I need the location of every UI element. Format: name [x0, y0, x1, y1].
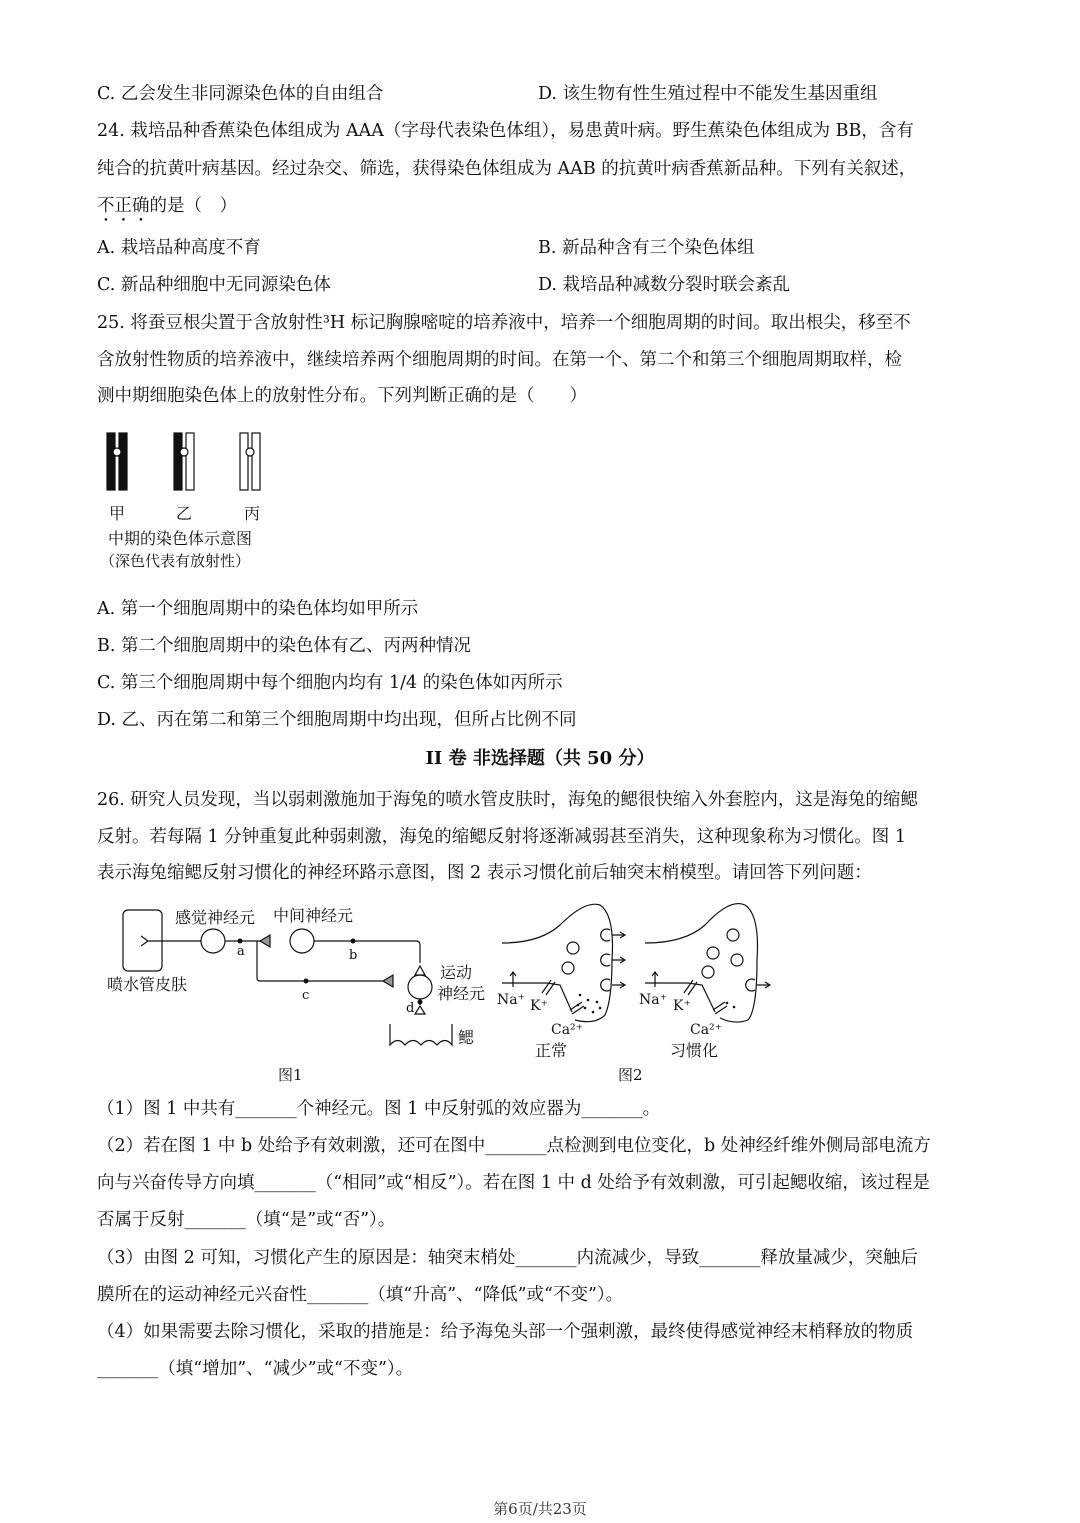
q26-sub: 向与兴奋传导方向填_______（“相同”或“相反”）。若在图 1 中 d 处给予有效刺激，可引起鳃收缩，该过程是: [97, 1173, 930, 1193]
q26-sub: （2）若在图 1 中 b 处给予有效刺激，还可在图中_______点检测到电位变化，b 处神经纤维外侧局部电流方: [97, 1136, 931, 1156]
q26-sub: （1）图 1 中共有_______个神经元。图 1 中反射弧的效应器为_______。: [97, 1099, 661, 1119]
q25-text: 测中期细胞染色体上的放射性分布。下列判断正确的是（ ）: [97, 386, 587, 406]
label-gill: 鳃: [458, 1028, 475, 1047]
label-skin: 喷水管皮肤: [107, 975, 188, 994]
q26-sub: _______（填“增加”、“减少”或“不变”）。: [97, 1359, 414, 1379]
q24-text: 24. 栽培品种香蕉染色体组成为 AAA（字母代表染色体组），易患黄叶病。野生蕉染色体组成为 BB，含有: [97, 121, 914, 141]
label-bing: 丙: [243, 504, 261, 523]
label-k: K⁺: [673, 998, 691, 1014]
figure-caption: 中期的染色体示意图: [108, 529, 253, 548]
gill-icon: [390, 1024, 452, 1045]
q26-sub: 膜所在的运动神经元兴奋性_______（填“升高”、“降低”或“不变”）。: [97, 1285, 624, 1305]
motor-neuron: [408, 975, 432, 999]
figure-2-caption: 图2: [618, 1066, 643, 1084]
q24-option-a: A. 栽培品种高度不育: [97, 238, 261, 258]
q25-option-c: C. 第三个细胞周期中每个细胞内均有 1/4 的染色体如丙所示: [97, 673, 563, 693]
q25-option-d: D. 乙、丙在第二和第三个细胞周期中均出现，但所占比例不同: [97, 710, 577, 730]
label-ca: Ca²⁺: [690, 1022, 723, 1038]
label-normal: 正常: [535, 1041, 568, 1060]
label-ca: Ca²⁺: [551, 1022, 584, 1038]
label-sensory: 感觉神经元: [175, 908, 256, 927]
figure-note: （深色代表有放射性）: [100, 552, 251, 570]
label-inter: 中间神经元: [273, 906, 354, 925]
chromosome-yi: [174, 433, 194, 490]
q26-text: 反射。若每隔 1 分钟重复此种弱刺激，海兔的缩鳃反射将逐渐减弱甚至消失，这种现象称为习惯化。图 1: [97, 827, 906, 847]
label-motor: 神经元: [437, 984, 486, 1003]
q25-text: 含放射性物质的培养液中，继续培养两个细胞周期的时间。在第一个、第二个和第三个细胞周期取样，检: [97, 350, 902, 370]
label-motor: 运动: [440, 963, 473, 982]
label-b: b: [349, 948, 358, 963]
label-jia: 甲: [108, 504, 126, 523]
figure-1-caption: 图1: [278, 1066, 303, 1084]
label-d: d: [406, 1001, 415, 1016]
label-na: Na⁺: [639, 992, 667, 1008]
q26-sub: （4）如果需要去除习惯化，采取的措施是：给予海兔头部一个强刺激，最终使得感觉神经末梢释放的物质: [97, 1322, 914, 1342]
q26-text: 表示海兔缩鳃反射习惯化的神经环路示意图，图 2 表示习惯化前后轴突末梢模型。请回答下列问题：: [97, 863, 872, 883]
label-na: Na⁺: [497, 992, 525, 1008]
label-c: c: [302, 988, 310, 1003]
q24-option-c: C. 新品种细胞中无同源染色体: [97, 275, 331, 295]
label-a: a: [237, 944, 245, 959]
q25-option-b: B. 第二个细胞周期中的染色体有乙、丙两种情况: [97, 636, 471, 656]
label-yi: 乙: [175, 504, 193, 523]
q26-sub: 否属于反射_______（填“是”或“否”）。: [97, 1210, 396, 1230]
label-habituated: 习惯化: [670, 1041, 719, 1060]
chromosome-jia: [107, 433, 127, 490]
q24-tail: 的是（ ）: [149, 196, 237, 216]
q26-text: 26. 研究人员发现，当以弱刺激施加于海兔的喷水管皮肤时，海兔的鳃很快缩入外套腔内，这是海兔的缩鳃: [97, 790, 918, 810]
emphasis-text: 不正确: [97, 196, 150, 216]
q23-option-c: C. 乙会发生非同源染色体的自由组合: [97, 84, 384, 104]
section-heading: II 卷 非选择题（共 50 分）: [425, 748, 655, 769]
sensory-neuron: [201, 929, 225, 953]
q25-text: 25. 将蚕豆根尖置于含放射性³H 标记胸腺嘧啶的培养液中，培养一个细胞周期的时间。取出根尖，移至不: [97, 313, 911, 333]
q24-text: 纯合的抗黄叶病基因。经过杂交、筛选，获得染色体组成为 AAB 的抗黄叶病香蕉新品种。下列有关叙述，: [97, 159, 917, 179]
q23-option-d: D. 该生物有性生殖过程中不能发生基因重组: [538, 84, 878, 104]
q26-sub: （3）由图 2 可知，习惯化产生的原因是：轴突末梢处_______内流减少，导致_______释放量减少，突触后: [97, 1248, 918, 1268]
chromosome-bing: [240, 433, 260, 490]
q24-option-d: D. 栽培品种减数分裂时联会紊乱: [538, 275, 791, 295]
inter-neuron: [290, 929, 314, 953]
q24-option-b: B. 新品种含有三个染色体组: [538, 238, 755, 258]
synapse-icon: [260, 935, 270, 947]
q25-option-a: A. 第一个细胞周期中的染色体均如甲所示: [97, 599, 419, 619]
chromosome-figure: [107, 433, 260, 490]
page-footer: 第6页/共23页: [493, 1500, 587, 1518]
label-k: K⁺: [530, 998, 548, 1014]
